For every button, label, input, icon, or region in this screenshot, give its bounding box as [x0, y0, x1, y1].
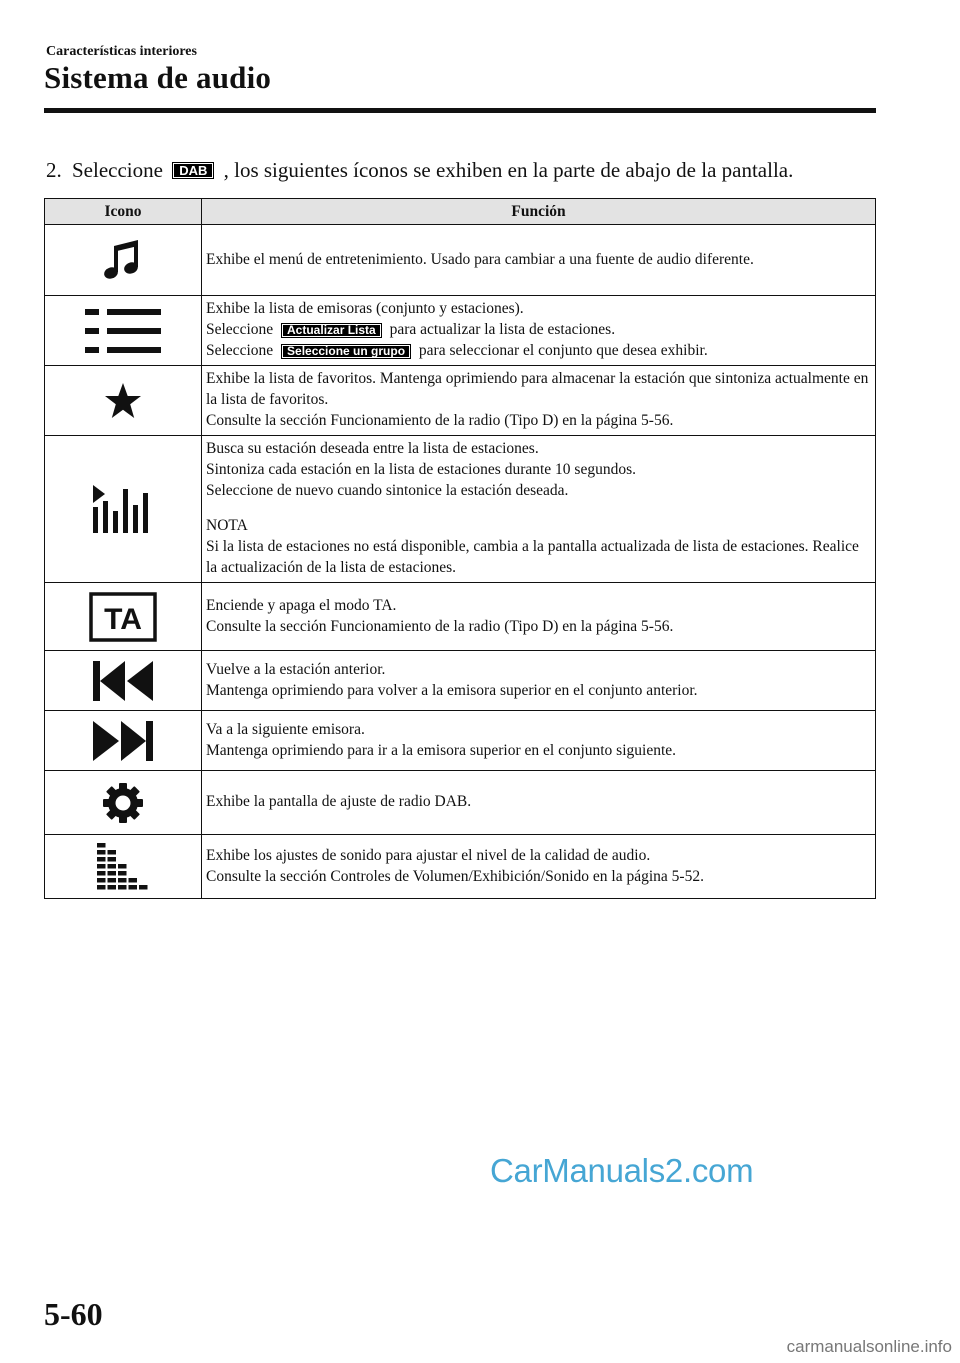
row-description: Exhibe el menú de entretenimiento. Usado para cambiar a una fuente de audio diferente. — [206, 250, 754, 268]
gear-icon — [102, 782, 144, 824]
next-track-icon — [91, 719, 155, 763]
note-text: Si la lista de estaciones no está disponible, cambia a la pantalla actualizada de lista de estaciones. Realice la actualización de la lista de estaciones. — [206, 538, 859, 576]
row-description: Seleccione de nuevo cuando sintonice la estación deseada. — [206, 482, 569, 499]
table-row — [45, 436, 876, 583]
row-description: Exhibe la lista de emisoras (conjunto y estaciones). — [206, 300, 524, 317]
title-rule — [44, 108, 876, 113]
row-description: Exhibe la lista de favoritos. Mantenga oprimiendo para almacenar la estación que sintoniza actualmente en la lista de favoritos. — [206, 370, 869, 408]
table-row — [45, 651, 876, 711]
row-description: Exhibe los ajustes de sonido para ajustar el nivel de la calidad de audio. — [206, 846, 651, 864]
table-row — [45, 711, 876, 771]
icon-function-table — [44, 198, 876, 899]
table-row — [45, 225, 876, 296]
ta-icon-text: TA — [104, 602, 142, 636]
header-icon: Icono — [45, 199, 202, 225]
table-row — [45, 771, 876, 835]
note-title: NOTA — [206, 517, 248, 534]
table-row — [45, 835, 876, 899]
row-description: Sintoniza cada estación en la lista de estaciones durante 10 segundos. — [206, 461, 636, 478]
row-text: para seleccionar el conjunto que desea exhibir. — [418, 342, 708, 359]
step-instruction — [46, 158, 793, 183]
equalizer-icon — [95, 841, 151, 893]
page-title: Sistema de audio — [44, 60, 272, 95]
step-text-after: , los siguientes íconos se exhiben en la parte de abajo de la pantalla. — [223, 158, 794, 182]
dab-chip: DAB — [172, 162, 214, 179]
row-description: Busca su estación deseada entre la lista de estaciones. — [206, 440, 539, 457]
section-label: Características interiores — [46, 44, 197, 59]
step-number: 2. — [46, 158, 62, 182]
update-list-chip: Actualizar Lista — [281, 323, 382, 338]
row-text: para actualizar la lista de estaciones. — [389, 321, 616, 338]
row-text: Seleccione — [206, 342, 274, 359]
row-description: Consulte la sección Funcionamiento de la radio (Tipo D) en la página 5-56. — [206, 412, 674, 429]
table-row — [45, 583, 876, 651]
row-description: Mantenga oprimiendo para ir a la emisora superior en el conjunto siguiente. — [206, 741, 677, 759]
row-text: Seleccione — [206, 321, 274, 338]
row-description: Consulte la sección Controles de Volumen/Exhibición/Sonido en la página 5-52. — [206, 867, 704, 885]
previous-track-icon — [91, 659, 155, 703]
row-description: Vuelve a la estación anterior. — [206, 660, 386, 678]
row-description: Mantenga oprimiendo para volver a la emisora superior en el conjunto anterior. — [206, 681, 698, 699]
star-icon — [103, 381, 143, 421]
list-icon — [83, 307, 163, 355]
row-description: Enciende y apaga el modo TA. — [206, 596, 397, 614]
watermark: CarManuals2.com — [490, 1152, 754, 1189]
table-header-row — [45, 199, 876, 225]
row-description: Va a la siguiente emisora. — [206, 720, 365, 738]
scan-icon — [91, 483, 155, 535]
table-row — [45, 296, 876, 366]
footer-site: carmanualsonline.info — [786, 1337, 952, 1356]
header-function: Función — [202, 199, 876, 225]
page-number: 5-60 — [44, 1296, 103, 1332]
table-row — [45, 366, 876, 436]
row-description: Consulte la sección Funcionamiento de la radio (Tipo D) en la página 5-56. — [206, 617, 674, 635]
ta-icon — [89, 592, 157, 642]
step-text-before: Seleccione — [72, 158, 163, 182]
row-description: Exhibe la pantalla de ajuste de radio DAB. — [206, 793, 472, 810]
select-group-chip: Seleccione un grupo — [281, 344, 411, 359]
music-note-icon — [101, 238, 145, 282]
